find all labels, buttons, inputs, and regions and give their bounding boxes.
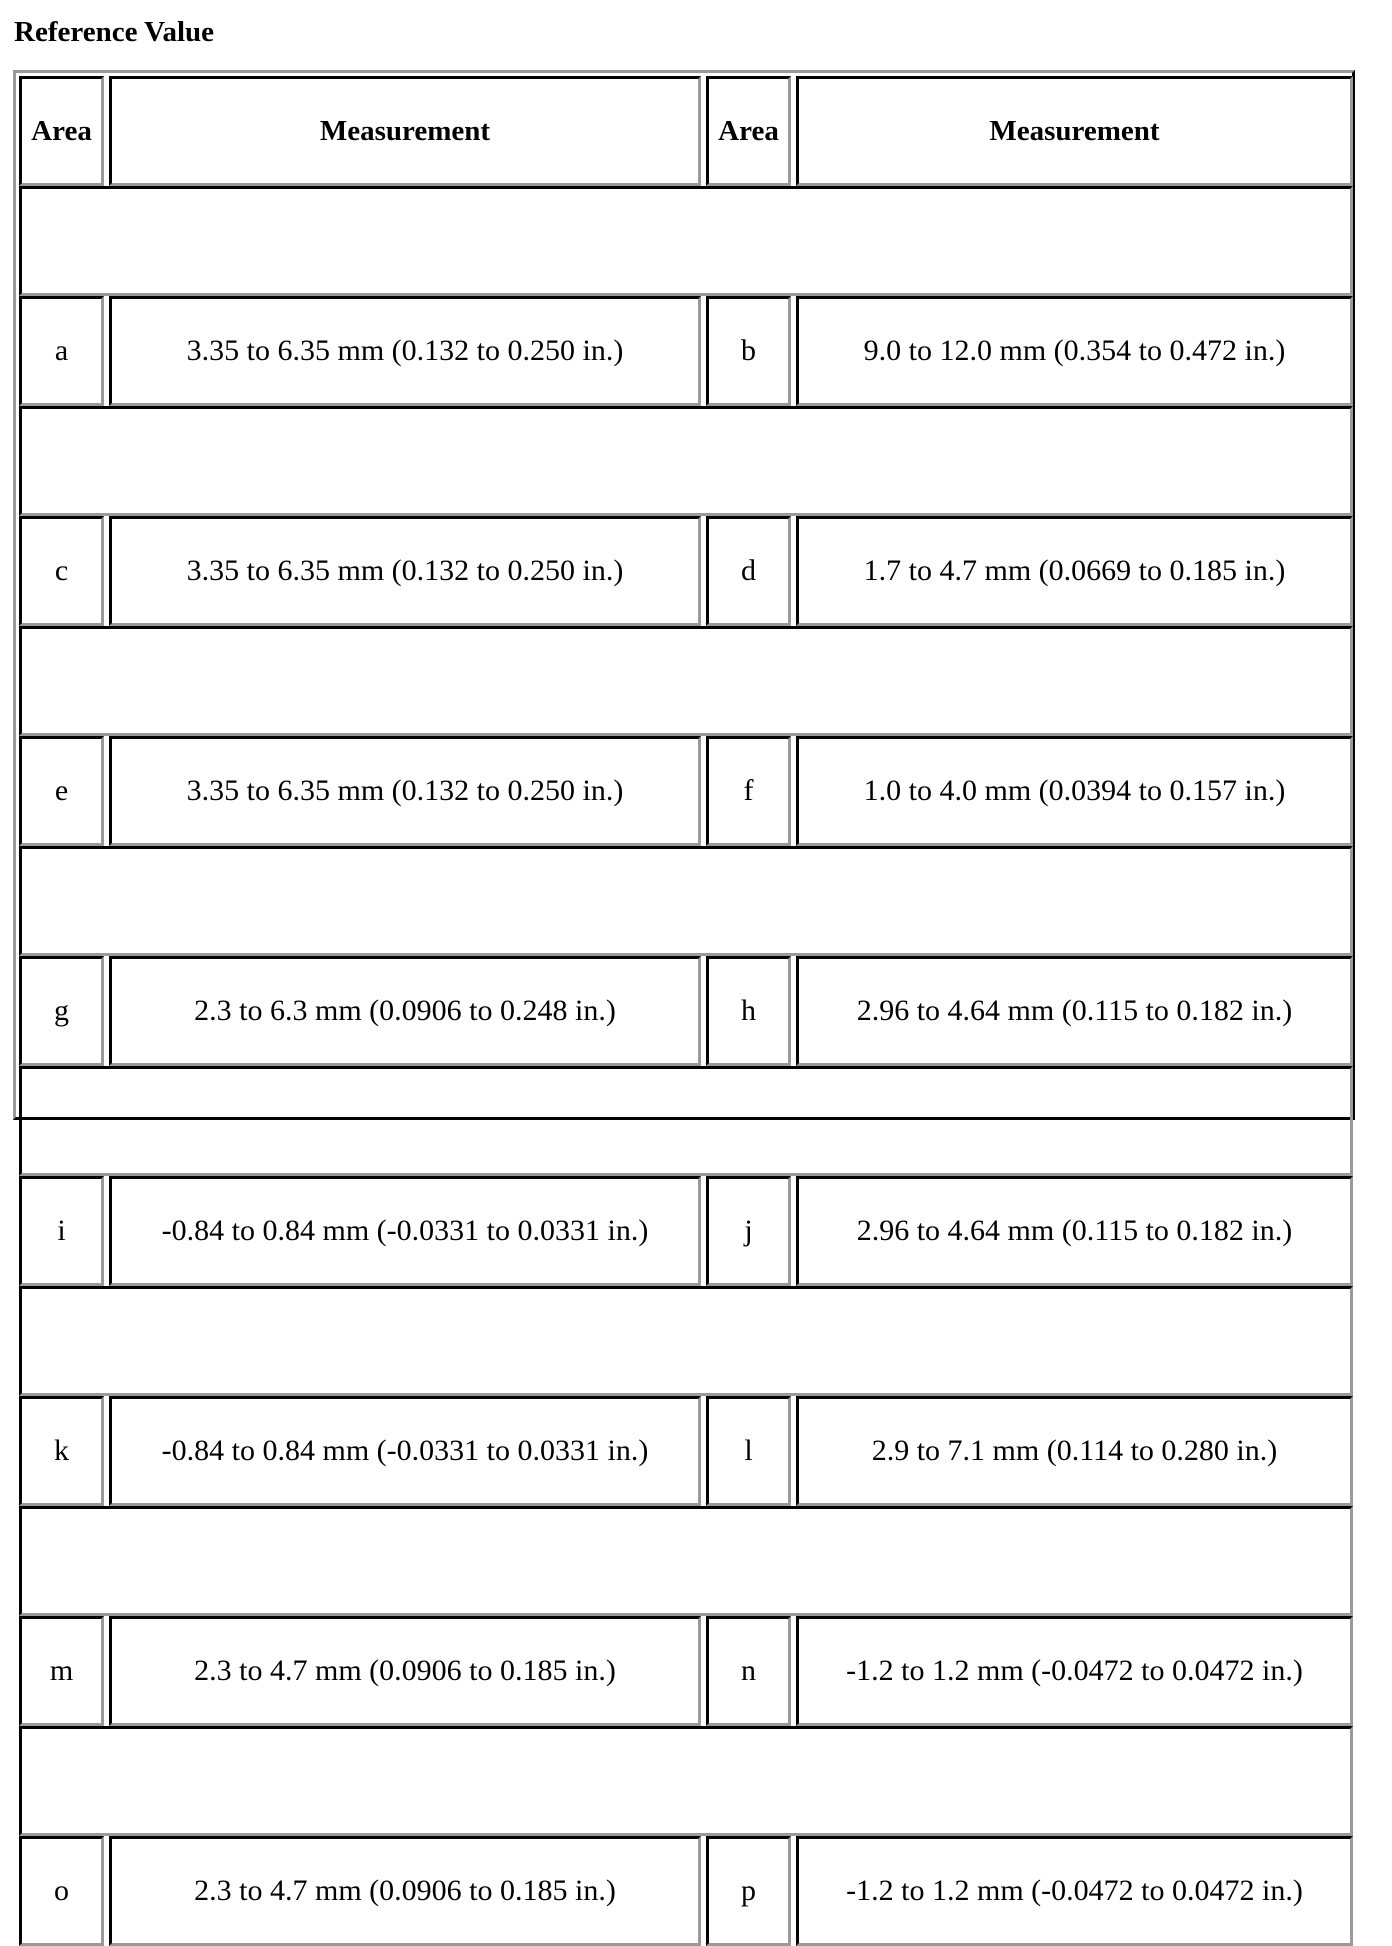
measurement-cell: 1.0 to 4.0 mm (0.0394 to 0.157 in.)	[796, 736, 1353, 846]
header-area-1: Area	[19, 76, 104, 186]
header-measurement-2: Measurement	[796, 76, 1353, 186]
measurement-cell: 2.9 to 7.1 mm (0.114 to 0.280 in.)	[796, 1396, 1353, 1506]
table-row	[19, 1616, 1353, 1726]
table-body	[19, 186, 1353, 1946]
measurement-cell: 2.96 to 4.64 mm (0.115 to 0.182 in.)	[796, 956, 1353, 1066]
measurement-cell: 2.3 to 6.3 mm (0.0906 to 0.248 in.)	[109, 956, 701, 1066]
row-spacer	[19, 1726, 1353, 1836]
measurement-cell: -0.84 to 0.84 mm (-0.0331 to 0.0331 in.)	[109, 1176, 701, 1286]
area-cell: p	[706, 1836, 791, 1946]
area-cell: d	[706, 516, 791, 626]
measurement-cell: -0.84 to 0.84 mm (-0.0331 to 0.0331 in.)	[109, 1396, 701, 1506]
measurement-cell: -1.2 to 1.2 mm (-0.0472 to 0.0472 in.)	[796, 1836, 1353, 1946]
measurement-cell: 3.35 to 6.35 mm (0.132 to 0.250 in.)	[109, 736, 701, 846]
table-row	[19, 516, 1353, 626]
table-row	[19, 956, 1353, 1066]
reference-value-table	[19, 76, 1353, 1946]
area-cell: k	[19, 1396, 104, 1506]
area-cell: l	[706, 1396, 791, 1506]
measurement-cell: 9.0 to 12.0 mm (0.354 to 0.472 in.)	[796, 296, 1353, 406]
table-row	[19, 296, 1353, 406]
row-spacer	[19, 186, 1353, 296]
header-area-2: Area	[706, 76, 791, 186]
table-row	[19, 1836, 1353, 1946]
area-cell: h	[706, 956, 791, 1066]
page-title: Reference Value	[14, 16, 214, 48]
row-spacer	[19, 1286, 1353, 1396]
area-cell: j	[706, 1176, 791, 1286]
area-cell: m	[19, 1616, 104, 1726]
area-cell: n	[706, 1616, 791, 1726]
area-cell: o	[19, 1836, 104, 1946]
area-cell: g	[19, 956, 104, 1066]
header-row	[19, 76, 1353, 186]
row-spacer	[19, 406, 1353, 516]
measurement-cell: 2.3 to 4.7 mm (0.0906 to 0.185 in.)	[109, 1836, 701, 1946]
row-spacer	[19, 1506, 1353, 1616]
measurement-cell: 1.7 to 4.7 mm (0.0669 to 0.185 in.)	[796, 516, 1353, 626]
header-measurement-1: Measurement	[109, 76, 701, 186]
table-row	[19, 1176, 1353, 1286]
measurement-cell: 2.3 to 4.7 mm (0.0906 to 0.185 in.)	[109, 1616, 701, 1726]
measurement-cell: -1.2 to 1.2 mm (-0.0472 to 0.0472 in.)	[796, 1616, 1353, 1726]
row-spacer	[19, 626, 1353, 736]
area-cell: i	[19, 1176, 104, 1286]
measurement-cell: 3.35 to 6.35 mm (0.132 to 0.250 in.)	[109, 296, 701, 406]
measurement-cell: 2.96 to 4.64 mm (0.115 to 0.182 in.)	[796, 1176, 1353, 1286]
row-spacer	[19, 1066, 1353, 1176]
row-spacer	[19, 846, 1353, 956]
area-cell: f	[706, 736, 791, 846]
measurement-cell: 3.35 to 6.35 mm (0.132 to 0.250 in.)	[109, 516, 701, 626]
area-cell: a	[19, 296, 104, 406]
area-cell: b	[706, 296, 791, 406]
table-row	[19, 736, 1353, 846]
area-cell: c	[19, 516, 104, 626]
table-row	[19, 1396, 1353, 1506]
area-cell: e	[19, 736, 104, 846]
